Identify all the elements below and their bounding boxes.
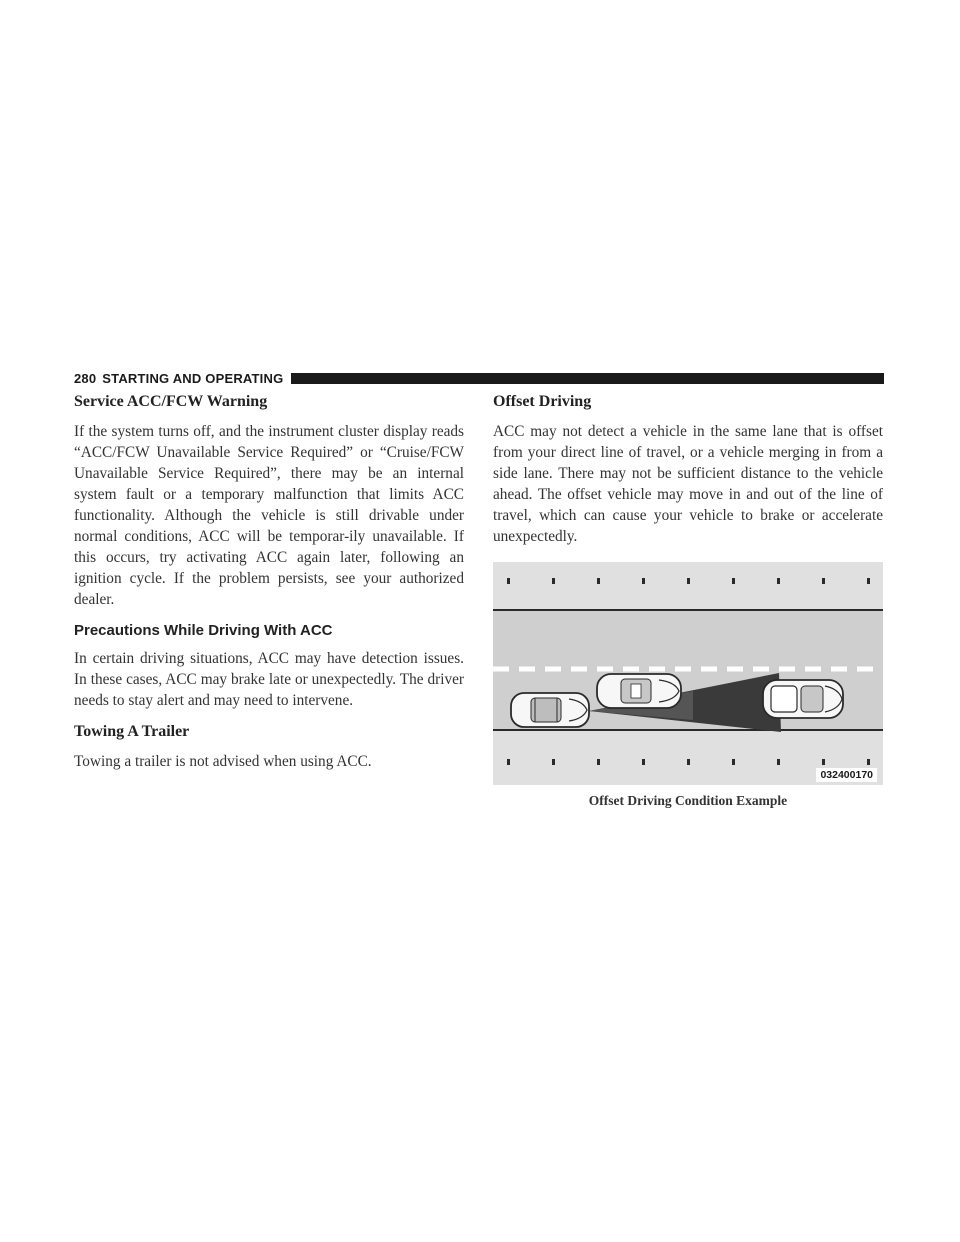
figure-caption: Offset Driving Condition Example: [588, 793, 788, 808]
road-illustration: [493, 562, 883, 785]
towing-paragraph: Towing a trailer is not advised when using ACC.: [74, 753, 372, 770]
header-rule: [291, 373, 884, 384]
section-title: STARTING AND OPERATING: [102, 370, 284, 386]
service-warning-heading: Service ACC/FCW Warning: [74, 393, 268, 410]
page-header: [74, 370, 884, 386]
precautions-paragraph: In certain driving situations, ACC may have detection issues. In these cases, ACC may brake late or unexpectedly. The driver needs to stay alert and may need to intervene.: [74, 650, 464, 709]
service-warning-paragraph: If the system turns off, and the instrument cluster display reads “ACC/FCW Unavailable Service Required” or “Cruise/FCW Unavailable Service Required”, there may be an internal system fault or a temporary malfunction that limits ACC functionality. Although the vehicle is still drivable under normal conditions, ACC will be temporar-ily unavailable. If this occurs, try activating ACC again later, following an ignition cycle. If the problem persists, see your authorized dealer.: [74, 423, 464, 608]
towing-heading: Towing A Trailer: [74, 723, 190, 740]
offset-driving-figure: [493, 562, 883, 785]
right-column: [493, 393, 883, 809]
lead-vehicle: [763, 680, 843, 718]
precautions-heading: Precautions While Driving With ACC: [74, 622, 333, 639]
left-column: [74, 393, 464, 772]
page-number: 280: [74, 370, 97, 386]
offset-vehicle: [597, 674, 681, 708]
offset-driving-heading: Offset Driving: [493, 393, 592, 410]
offset-driving-paragraph: ACC may not detect a vehicle in the same lane that is offset from your direct line of travel, or a vehicle merging in from a side lane. There may not be sufficient distance to the vehicle ahead. The offset vehicle may move in and out of the line of travel, which can cause your vehicle to brake or accelerate unexpectedly.: [493, 423, 883, 545]
host-vehicle: [511, 693, 589, 727]
figure-code: 032400170: [816, 768, 877, 782]
